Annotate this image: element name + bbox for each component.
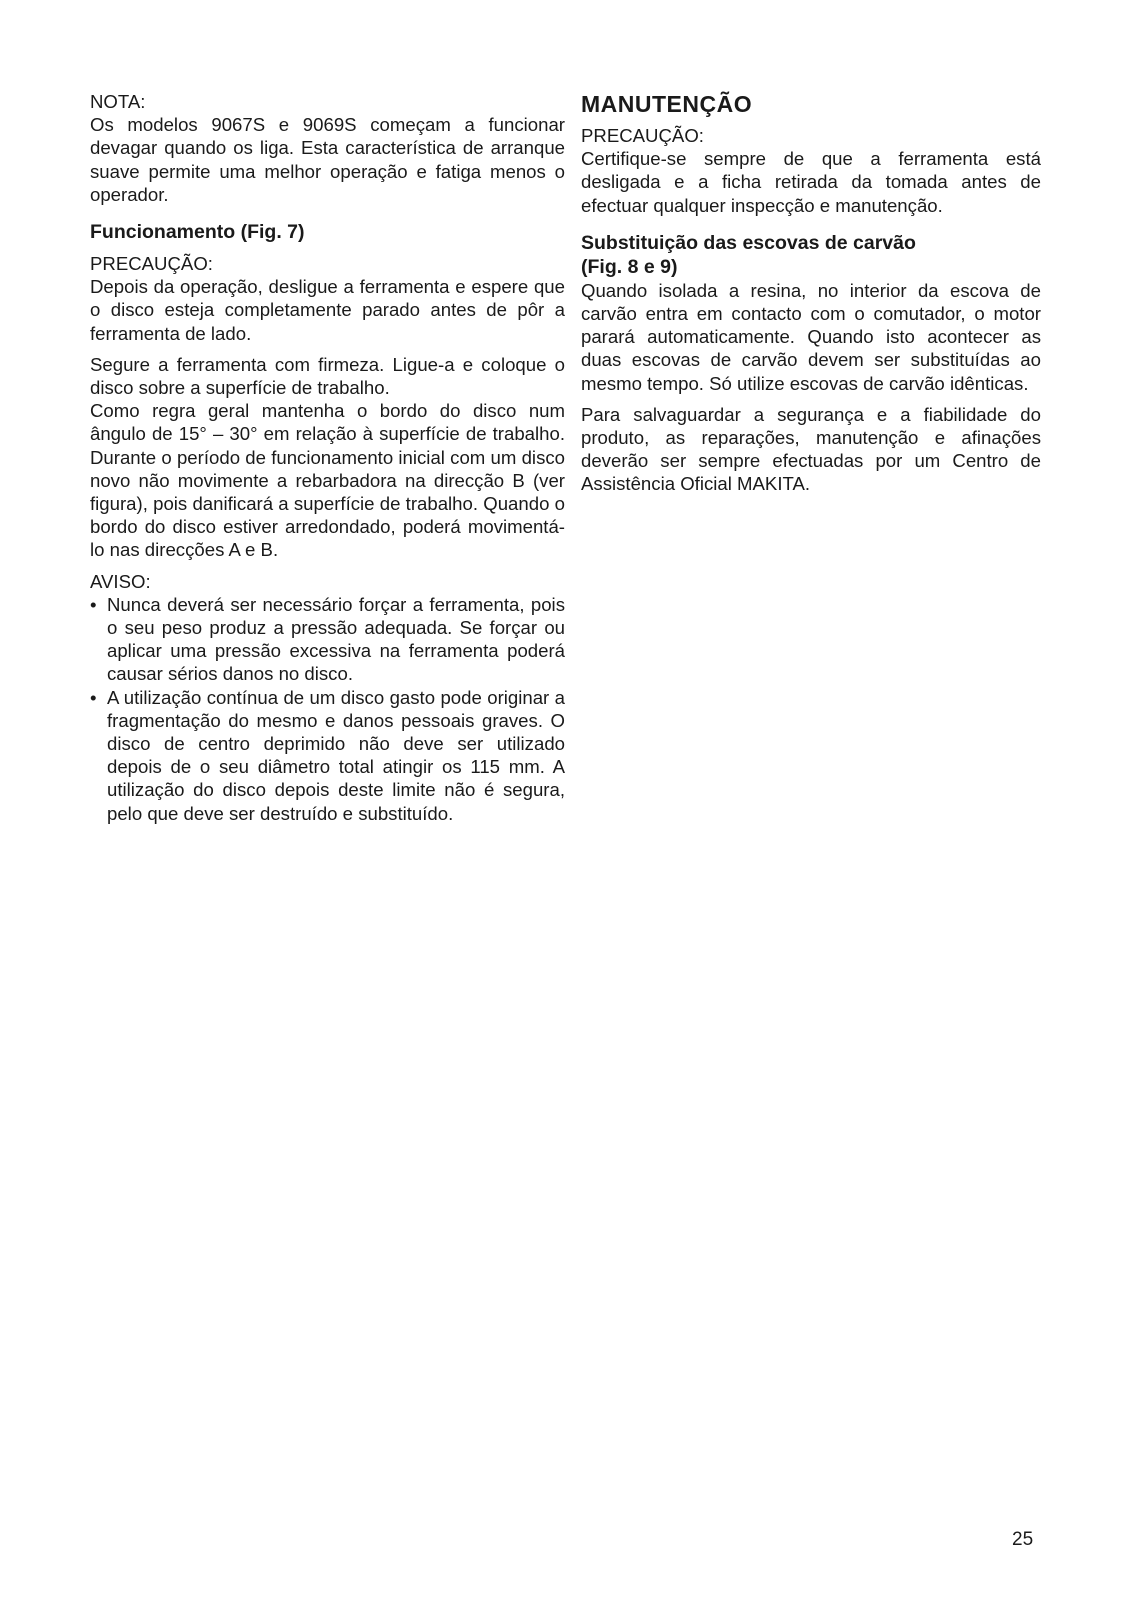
- paragraph-salvaguardar: Para salvaguardar a segurança e a fiabilidade do produto, as reparações, manutenção e afinações deverão ser sempre efectuadas por um Centro de Assistência Oficial MAKITA.: [581, 403, 1041, 495]
- precaucao-text: Certifique-se sempre de que a ferramenta está desligada e a ficha retirada da tomada antes de efectuar qualquer inspecção e manutenção.: [581, 148, 1041, 216]
- list-item-text: A utilização contínua de um disco gasto pode originar a fragmentação do mesmo e danos pessoais graves. O disco de centro deprimido não deve ser utilizado depois de o seu diâmetro total atingir os 115 mm. A utilização do disco depois deste limite não é segura, pelo que deve ser destruído e substituído.: [107, 686, 565, 824]
- nota-text: Os modelos 9067S e 9069S começam a funcionar devagar quando os liga. Esta característica de arranque suave permite uma melhor operação e fatiga menos o operador.: [90, 114, 565, 205]
- bullet-icon: •: [90, 686, 97, 708]
- section-title-escovas-fig: (Fig. 8 e 9): [581, 255, 678, 278]
- list-item: [90, 593, 565, 686]
- section-title-funcionamento: Funcionamento (Fig. 7): [90, 221, 305, 244]
- page-number: 25: [1012, 1529, 1034, 1550]
- right-column: [581, 90, 1041, 496]
- list-item: [90, 686, 565, 825]
- precaucao-label: PRECAUÇÃO:: [581, 125, 704, 146]
- precaucao-text: Depois da operação, desligue a ferramenta e espere que o disco esteja completamente parado antes de pôr a ferramenta de lado.: [90, 276, 565, 344]
- precaucao-label: PRECAUÇÃO:: [90, 253, 213, 275]
- left-column: [90, 90, 565, 825]
- paragraph-regra-geral: Como regra geral mantenha o bordo do disco num ângulo de 15° – 30° em relação à superfície de trabalho. Durante o período de funcionamento inicial com um disco novo não movimente a rebarbadora na direcção B (ver figura), pois danificará a superfície de trabalho. Quando o bordo do disco estiver arredondado, poderá movimentá-lo nas direcções A e B.: [90, 400, 565, 561]
- bullet-icon: •: [90, 593, 97, 615]
- aviso-list: [90, 593, 565, 825]
- aviso-label: AVISO:: [90, 570, 151, 592]
- section-title-escovas: Substituição das escovas de carvão: [581, 231, 916, 254]
- page-title-manutencao: MANUTENÇÃO: [581, 91, 753, 117]
- nota-label: NOTA:: [90, 91, 146, 112]
- paragraph-isolada: Quando isolada a resina, no interior da escova de carvão entra em contacto com o comutador, o motor parará automaticamente. Quando isto acontecer as duas escovas de carvão devem ser substituídas ao mesmo tempo. Só utilize escovas de carvão idênticas.: [581, 279, 1041, 394]
- list-item-text: Nunca deverá ser necessário forçar a ferramenta, pois o seu peso produz a pressão adequada. Se forçar ou aplicar uma pressão excessiva na ferramenta poderá causar sérios danos no disco.: [107, 593, 565, 685]
- paragraph-segure: Segure a ferramenta com firmeza. Ligue-a e coloque o disco sobre a superfície de trabalho.: [90, 353, 565, 399]
